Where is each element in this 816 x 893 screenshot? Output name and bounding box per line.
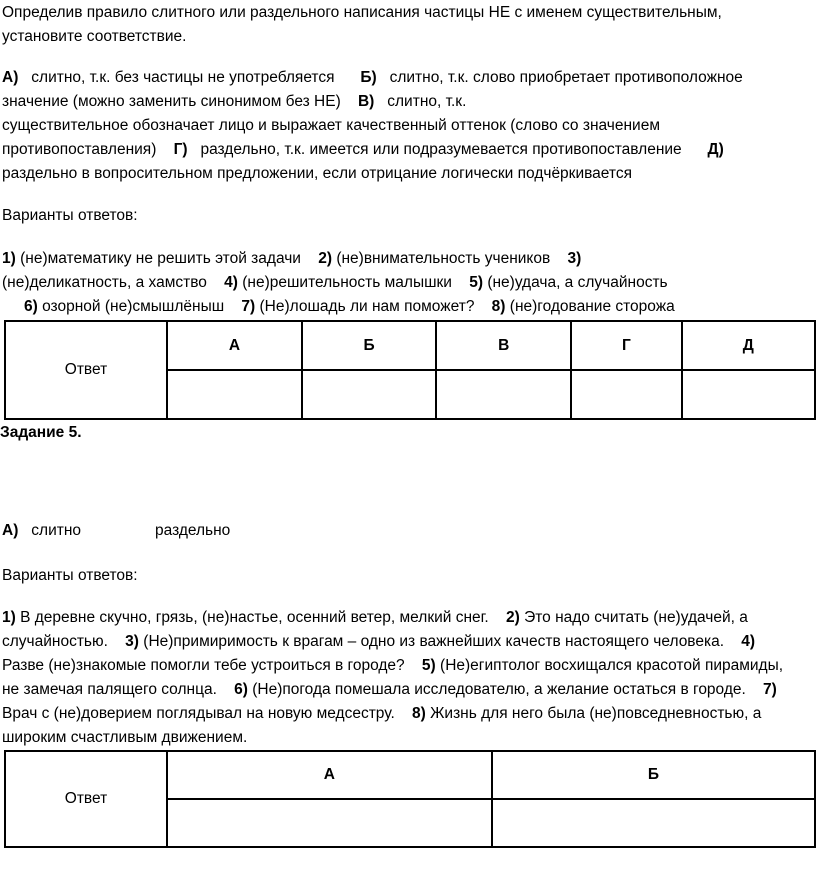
answer-cell-g[interactable]: [571, 370, 681, 419]
column-header-g: Г: [571, 321, 681, 370]
answer-cell-a[interactable]: [167, 799, 492, 847]
column-header-b: Б: [492, 751, 815, 799]
answer-num: 6): [24, 298, 38, 315]
answer-text: не замечая палящего солнца.: [2, 681, 217, 698]
answer-num: 8): [491, 298, 506, 315]
column-header-a: А: [167, 321, 302, 370]
answer-num: 6): [234, 681, 248, 698]
answer-text: (не)математику не решить этой задачи: [20, 250, 301, 267]
t5-answers-line-4: [2, 680, 777, 700]
answer-text: Врач с (не)доверием поглядывал на новую медсестру.: [2, 705, 395, 722]
answers-line-1: [2, 249, 581, 269]
answer-num: 2): [505, 609, 520, 626]
variants-title: Варианты ответов:: [2, 567, 138, 584]
t5-answers-line-1: [2, 608, 748, 628]
rules-line-5: раздельно в вопросительном предложении, если отрицание логически подчёркивается: [2, 165, 632, 182]
answer-row-label: Ответ: [5, 321, 167, 419]
column-header-b: Б: [302, 321, 436, 370]
rule-letter: А): [2, 522, 19, 539]
answer-text: (не)деликатность, а хамство: [2, 274, 207, 291]
task-5-title: Задание 5.: [0, 424, 82, 441]
answer-text: (не)удача, а случайность: [487, 274, 668, 291]
answer-text: (не)решительность малышки: [242, 274, 452, 291]
rule-text: значение (можно заменить синонимом без НЕ): [2, 93, 341, 110]
column-header-v: В: [436, 321, 571, 370]
rule-text: слитно, т.к.: [387, 93, 467, 110]
rule-letter: Г): [173, 141, 188, 158]
answer-text: В деревне скучно, грязь, (не)настье, осенний ветер, мелкий снег.: [20, 609, 489, 626]
answer-num: 7): [763, 681, 777, 698]
rule-text: слитно, т.к. без частицы не употребляется: [31, 69, 335, 86]
answer-num: 4): [224, 274, 238, 291]
instruction-line-2: установите соответствие.: [2, 28, 187, 45]
answer-num: 8): [412, 705, 426, 722]
answer-cell-d[interactable]: [682, 370, 815, 419]
answer-num: 3): [567, 250, 582, 267]
rule-text: раздельно: [155, 522, 231, 539]
answer-text: Разве (не)знакомые помогли тебе устроиться в городе?: [2, 657, 405, 674]
t5-answers-line-6: широким счастливым движением.: [2, 729, 248, 746]
rule-letter: Б): [360, 69, 377, 86]
task5-rule-line: [2, 521, 81, 541]
answer-table-5: [4, 750, 816, 848]
answer-num: 1): [2, 250, 16, 267]
rule-text: противопоставления): [2, 141, 157, 158]
answer-table: [4, 320, 816, 420]
answer-text: (Не)лошадь ли нам поможет?: [259, 298, 475, 315]
answer-cell-b[interactable]: [492, 799, 815, 847]
answer-text: (Не)примиримость к врагам – одно из важнейших качеств настоящего человека.: [143, 633, 725, 650]
answer-text: Жизнь для него была (не)повседневностью, а: [430, 705, 762, 722]
rules-line-3: существительное обозначает лицо и выражает качественный оттенок (слово со значением: [2, 117, 660, 134]
answer-text: (не)внимательность учеников: [336, 250, 551, 267]
rules-line-4: [2, 140, 724, 160]
answer-num: 4): [741, 633, 756, 650]
answer-num: 5): [421, 657, 436, 674]
answer-cell-a[interactable]: [167, 370, 302, 419]
rule-text: слитно: [31, 522, 82, 539]
rule-text: слитно, т.к. слово приобретает противоположное: [389, 69, 743, 86]
rule-letter: А): [2, 69, 19, 86]
answer-text: (не)годование сторожа: [509, 298, 675, 315]
t5-answers-line-5: [2, 704, 761, 724]
rules-line-1: [2, 68, 743, 88]
answer-text: случайностью.: [2, 633, 108, 650]
answer-row-label: Ответ: [5, 751, 167, 847]
answers-line-2: [2, 273, 668, 293]
column-header-a: А: [167, 751, 492, 799]
answer-text: (Не)погода помешала исследователю, а желание остаться в городе.: [252, 681, 746, 698]
t5-answers-line-3: [2, 656, 783, 676]
answer-num: 5): [469, 274, 483, 291]
answer-num: 1): [2, 609, 16, 626]
answer-text: (Не)египтолог восхищался красотой пирамиды,: [440, 657, 784, 674]
answer-text: Это надо считать (не)удачей, а: [524, 609, 748, 626]
answer-text: озорной (не)смышлёныш: [42, 298, 225, 315]
rules-line-2: [2, 92, 466, 112]
instruction-line-1: Определив правило слитного или раздельного написания частицы НЕ с именем существительным,: [2, 4, 722, 21]
answer-num: 7): [241, 298, 256, 315]
answer-cell-b[interactable]: [302, 370, 436, 419]
rule-letter: Д): [707, 141, 724, 158]
answer-num: 2): [318, 250, 332, 267]
answers-line-3: [24, 297, 675, 317]
answer-num: 3): [125, 633, 139, 650]
t5-answers-line-2: [2, 632, 755, 652]
rule-text: раздельно, т.к. имеется или подразумевается противопоставление: [200, 141, 682, 158]
rule-letter: В): [357, 93, 375, 110]
answer-cell-v[interactable]: [436, 370, 571, 419]
column-header-d: Д: [682, 321, 815, 370]
variants-title: Варианты ответов:: [2, 207, 138, 224]
